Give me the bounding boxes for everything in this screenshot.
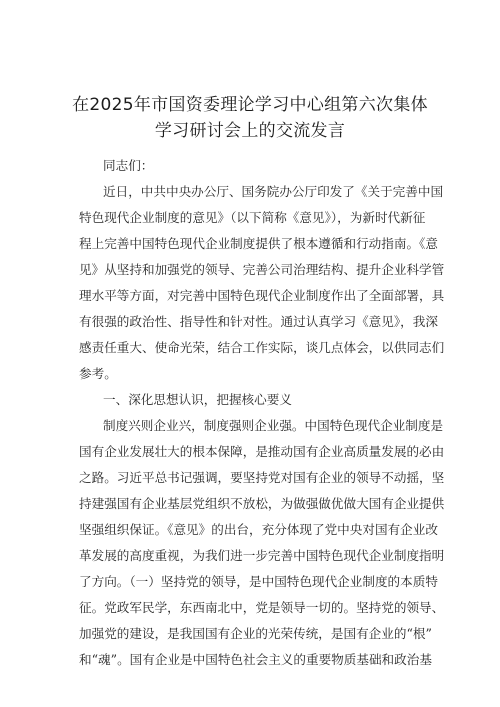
body-text-line: 加强党的建设，是我国国有企业的光荣传统，是国有企业的“根” [79,626,432,641]
body-text-line: 近日，中共中央办公厅、国务院办公厅印发了《关于完善中国 [103,184,444,199]
body-text-line: 征。党政军民学，东西南北中，党是领导一切的。坚持党的领导、 [79,600,445,615]
body-text-line: 同志们： [103,158,154,173]
body-text-line: 感责任重大、使命光荣，结合工作实际，谈几点体会，以供同志们 [79,340,445,355]
body-text-line: 之路。习近平总书记强调，要坚持党对国有企业的领导不动摇，坚 [79,470,445,485]
body-text-line: 一、深化思想认识，把握核心要义 [103,392,292,407]
body-text-line: 理水平等方面，对完善中国特色现代企业制度作出了全面部署，具 [79,288,445,303]
body-text-line: 持建强国有企业基层党组织不放松，为做强做优做大国有企业提供 [79,496,445,511]
document-title-line-2: 学习研讨会上的交流发言 [154,121,346,141]
document-title-line-1: 在2025年市国资委理论学习中心组第六次集体 [72,95,428,115]
body-text-line: 制度兴则企业兴，制度强则企业强。中国特色现代企业制度是 [103,418,444,433]
body-text-line: 参考。 [79,366,117,381]
body-text-line: 了方向。（一）坚持党的领导，是中国特色现代企业制度的本质特 [79,574,438,589]
body-text-line: 程上完善中国特色现代企业制度提供了根本遵循和行动指南。《意 [79,236,438,251]
document-body [79,153,445,673]
body-text-line: 和“魂”。国有企业是中国特色社会主义的重要物质基础和政治基 [79,652,432,667]
body-text-line: 国有企业发展壮大的根本保障，是推动国有企业高质量发展的必由 [79,444,445,459]
body-text-line: 坚强组织保证。《意见》的出台，充分体现了党中央对国有企业改 [79,522,438,537]
body-text-line: 见》从坚持和加强党的领导、完善公司治理结构、提升企业科学管 [79,262,445,277]
body-text-line: 特色现代企业制度的意见》（以下简称《意见》），为新时代新征 [79,210,426,225]
body-text-line: 有很强的政治性、指导性和针对性。通过认真学习《意见》，我深 [79,314,438,329]
body-text-line: 革发展的高度重视，为我们进一步完善中国特色现代企业制度指明 [79,548,445,563]
